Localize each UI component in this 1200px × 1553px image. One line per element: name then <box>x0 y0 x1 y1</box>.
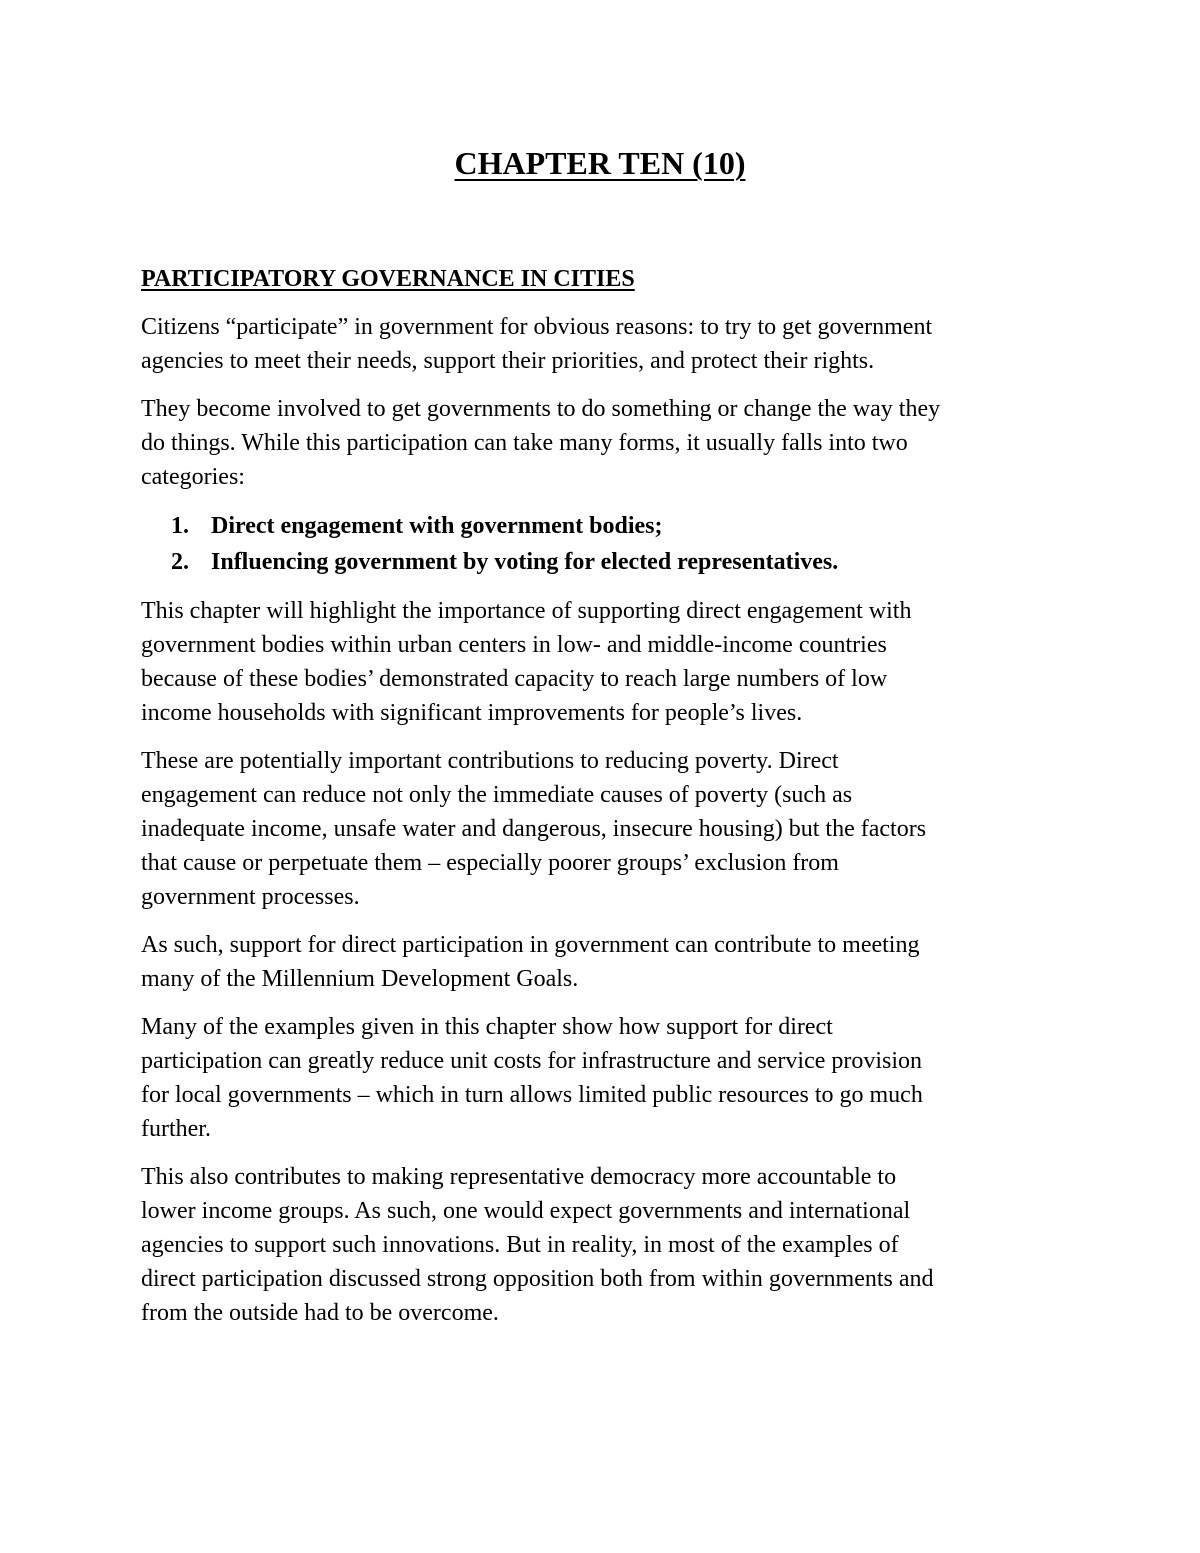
chapter-title: CHAPTER TEN (10) <box>454 145 746 181</box>
paragraph-line: agencies to meet their needs, support their priorities, and protect their rights. <box>141 348 875 374</box>
paragraph <box>141 744 1071 914</box>
list-item-text: Direct engagement with government bodies; <box>211 513 663 539</box>
list-item-number: 2. <box>171 549 189 575</box>
paragraph-line: because of these bodies’ demonstrated capacity to reach large numbers of low <box>141 666 888 692</box>
paragraph-line: They become involved to get governments to do something or change the way they <box>141 396 941 422</box>
numbered-list <box>141 508 1071 580</box>
paragraph-line: These are potentially important contributions to reducing poverty. Direct <box>141 748 839 774</box>
paragraph-line: government processes. <box>141 884 360 910</box>
paragraph-line: lower income groups. As such, one would expect governments and international <box>141 1198 911 1224</box>
paragraph <box>141 594 1071 730</box>
paragraph-line: direct participation discussed strong opposition both from within governments and <box>141 1266 934 1292</box>
paragraph-line: As such, support for direct participation in government can contribute to meeting <box>141 932 920 958</box>
paragraph <box>141 1160 1071 1330</box>
paragraph-line: from the outside had to be overcome. <box>141 1300 499 1326</box>
paragraph-line: participation can greatly reduce unit costs for infrastructure and service provision <box>141 1048 923 1074</box>
list-item <box>141 544 1071 580</box>
paragraph-line: for local governments – which in turn allows limited public resources to go much <box>141 1082 923 1108</box>
paragraph <box>141 1010 1071 1146</box>
paragraph-line: many of the Millennium Development Goals. <box>141 966 579 992</box>
paragraph <box>141 310 1071 378</box>
list-item <box>141 508 1071 544</box>
paragraph-line: Many of the examples given in this chapter show how support for direct <box>141 1014 833 1040</box>
paragraph-line: do things. While this participation can take many forms, it usually falls into two <box>141 430 908 456</box>
list-item-number: 1. <box>171 513 189 539</box>
paragraph-line: engagement can reduce not only the immediate causes of poverty (such as <box>141 782 853 808</box>
document-body <box>141 262 1071 1344</box>
paragraph-line: further. <box>141 1116 211 1142</box>
paragraph-line: government bodies within urban centers in low- and middle-income countries <box>141 632 887 658</box>
paragraph-line: This also contributes to making representative democracy more accountable to <box>141 1164 897 1190</box>
paragraph-line: income households with significant improvements for people’s lives. <box>141 700 803 726</box>
section-heading: PARTICIPATORY GOVERNANCE IN CITIES <box>141 266 635 292</box>
paragraph-line: categories: <box>141 464 245 490</box>
paragraph-line: agencies to support such innovations. But in reality, in most of the examples of <box>141 1232 899 1258</box>
paragraph-line: Citizens “participate” in government for obvious reasons: to try to get government <box>141 314 933 340</box>
paragraph <box>141 392 1071 494</box>
paragraph-line: that cause or perpetuate them – especially poorer groups’ exclusion from <box>141 850 839 876</box>
paragraph-line: inadequate income, unsafe water and dangerous, insecure housing) but the factors <box>141 816 927 842</box>
paragraph-line: This chapter will highlight the importance of supporting direct engagement with <box>141 598 912 624</box>
list-item-text: Influencing government by voting for elected representatives. <box>211 549 839 575</box>
paragraph <box>141 928 1071 996</box>
